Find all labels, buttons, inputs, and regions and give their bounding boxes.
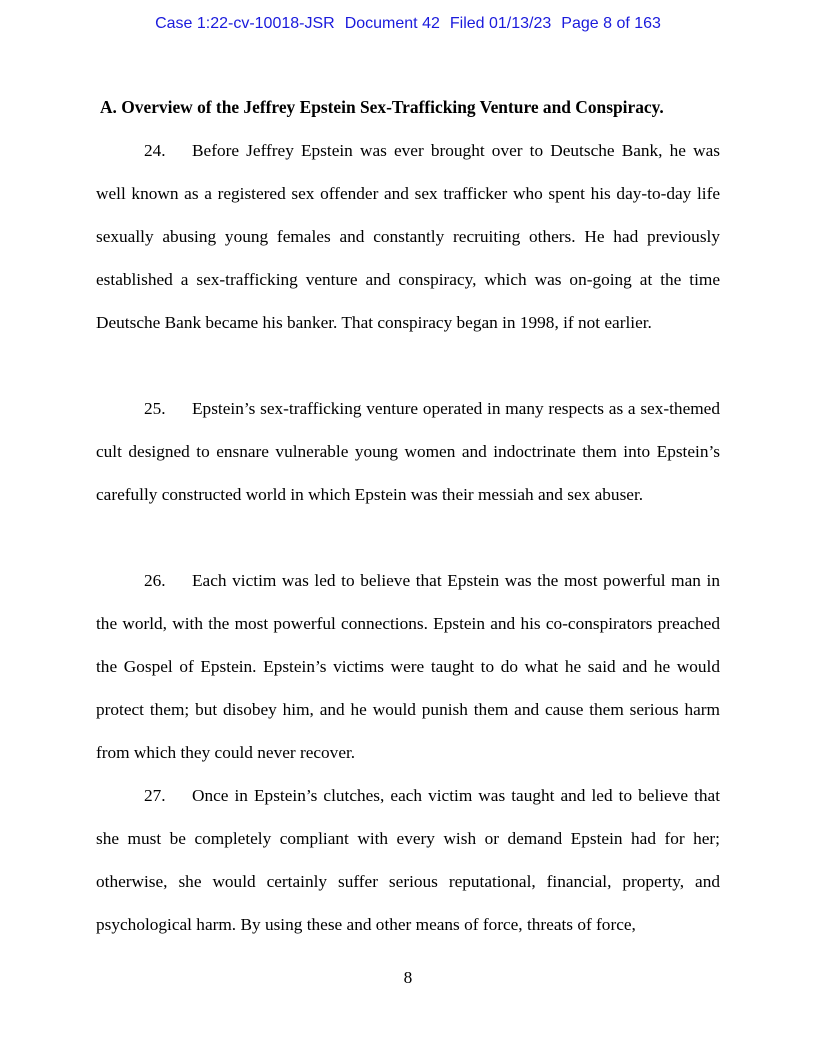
- paragraph-text: Before Jeffrey Epstein was ever brought over to Deutsche Bank, he was well known as a registered sex offender and sex trafficker who spent his day-to-day life sexually abusing young females and constantly recruiting others. He had previously established a sex-trafficking venture and conspiracy, which was on-going at the time Deutsche Bank became his banker. That conspiracy began in 1998, if not earlier.: [96, 141, 720, 332]
- document-number: Document 42: [344, 15, 440, 32]
- paragraph-26: [96, 559, 720, 774]
- paragraph-24: [96, 129, 720, 344]
- paragraph-text: Once in Epstein’s clutches, each victim was taught and led to believe that she must be completely compliant with every wish or demand Epstein had for her; otherwise, she would certainly suffer serious reputational, financial, property, and psychological harm. By using these and other means of force, threats of force,: [96, 786, 720, 934]
- paragraph-number: 27.: [144, 786, 166, 805]
- paragraph-number: 25.: [144, 399, 166, 418]
- page-count: Page 8 of 163: [561, 15, 661, 32]
- page-number: 8: [403, 968, 413, 987]
- filed-date: Filed 01/13/23: [449, 15, 552, 32]
- paragraph-27: [96, 774, 720, 946]
- paragraph-text: Each victim was led to believe that Epstein was the most powerful man in the world, with the most powerful connections. Epstein and his co-conspirators preached the Gospel of Epstein. Epstein’s victims were taught to do what he said and he would protect them; but disobey him, and he would punish them and cause them serious harm from which they could never recover.: [96, 571, 720, 762]
- paragraph-25: [96, 387, 720, 516]
- paragraph-number: 26.: [144, 571, 166, 590]
- case-header: [0, 14, 816, 34]
- paragraph-number: 24.: [144, 141, 166, 160]
- paragraph-text: Epstein’s sex-trafficking venture operated in many respects as a sex-themed cult designed to ensnare vulnerable young women and indoctrinate them into Epstein’s carefully constructed world in which Epstein was their messiah and sex abuser.: [96, 399, 720, 504]
- case-number: Case 1:22-cv-10018-JSR: [155, 15, 335, 32]
- section-heading: A. Overview of the Jeffrey Epstein Sex-Trafficking Venture and Conspiracy.: [100, 97, 664, 117]
